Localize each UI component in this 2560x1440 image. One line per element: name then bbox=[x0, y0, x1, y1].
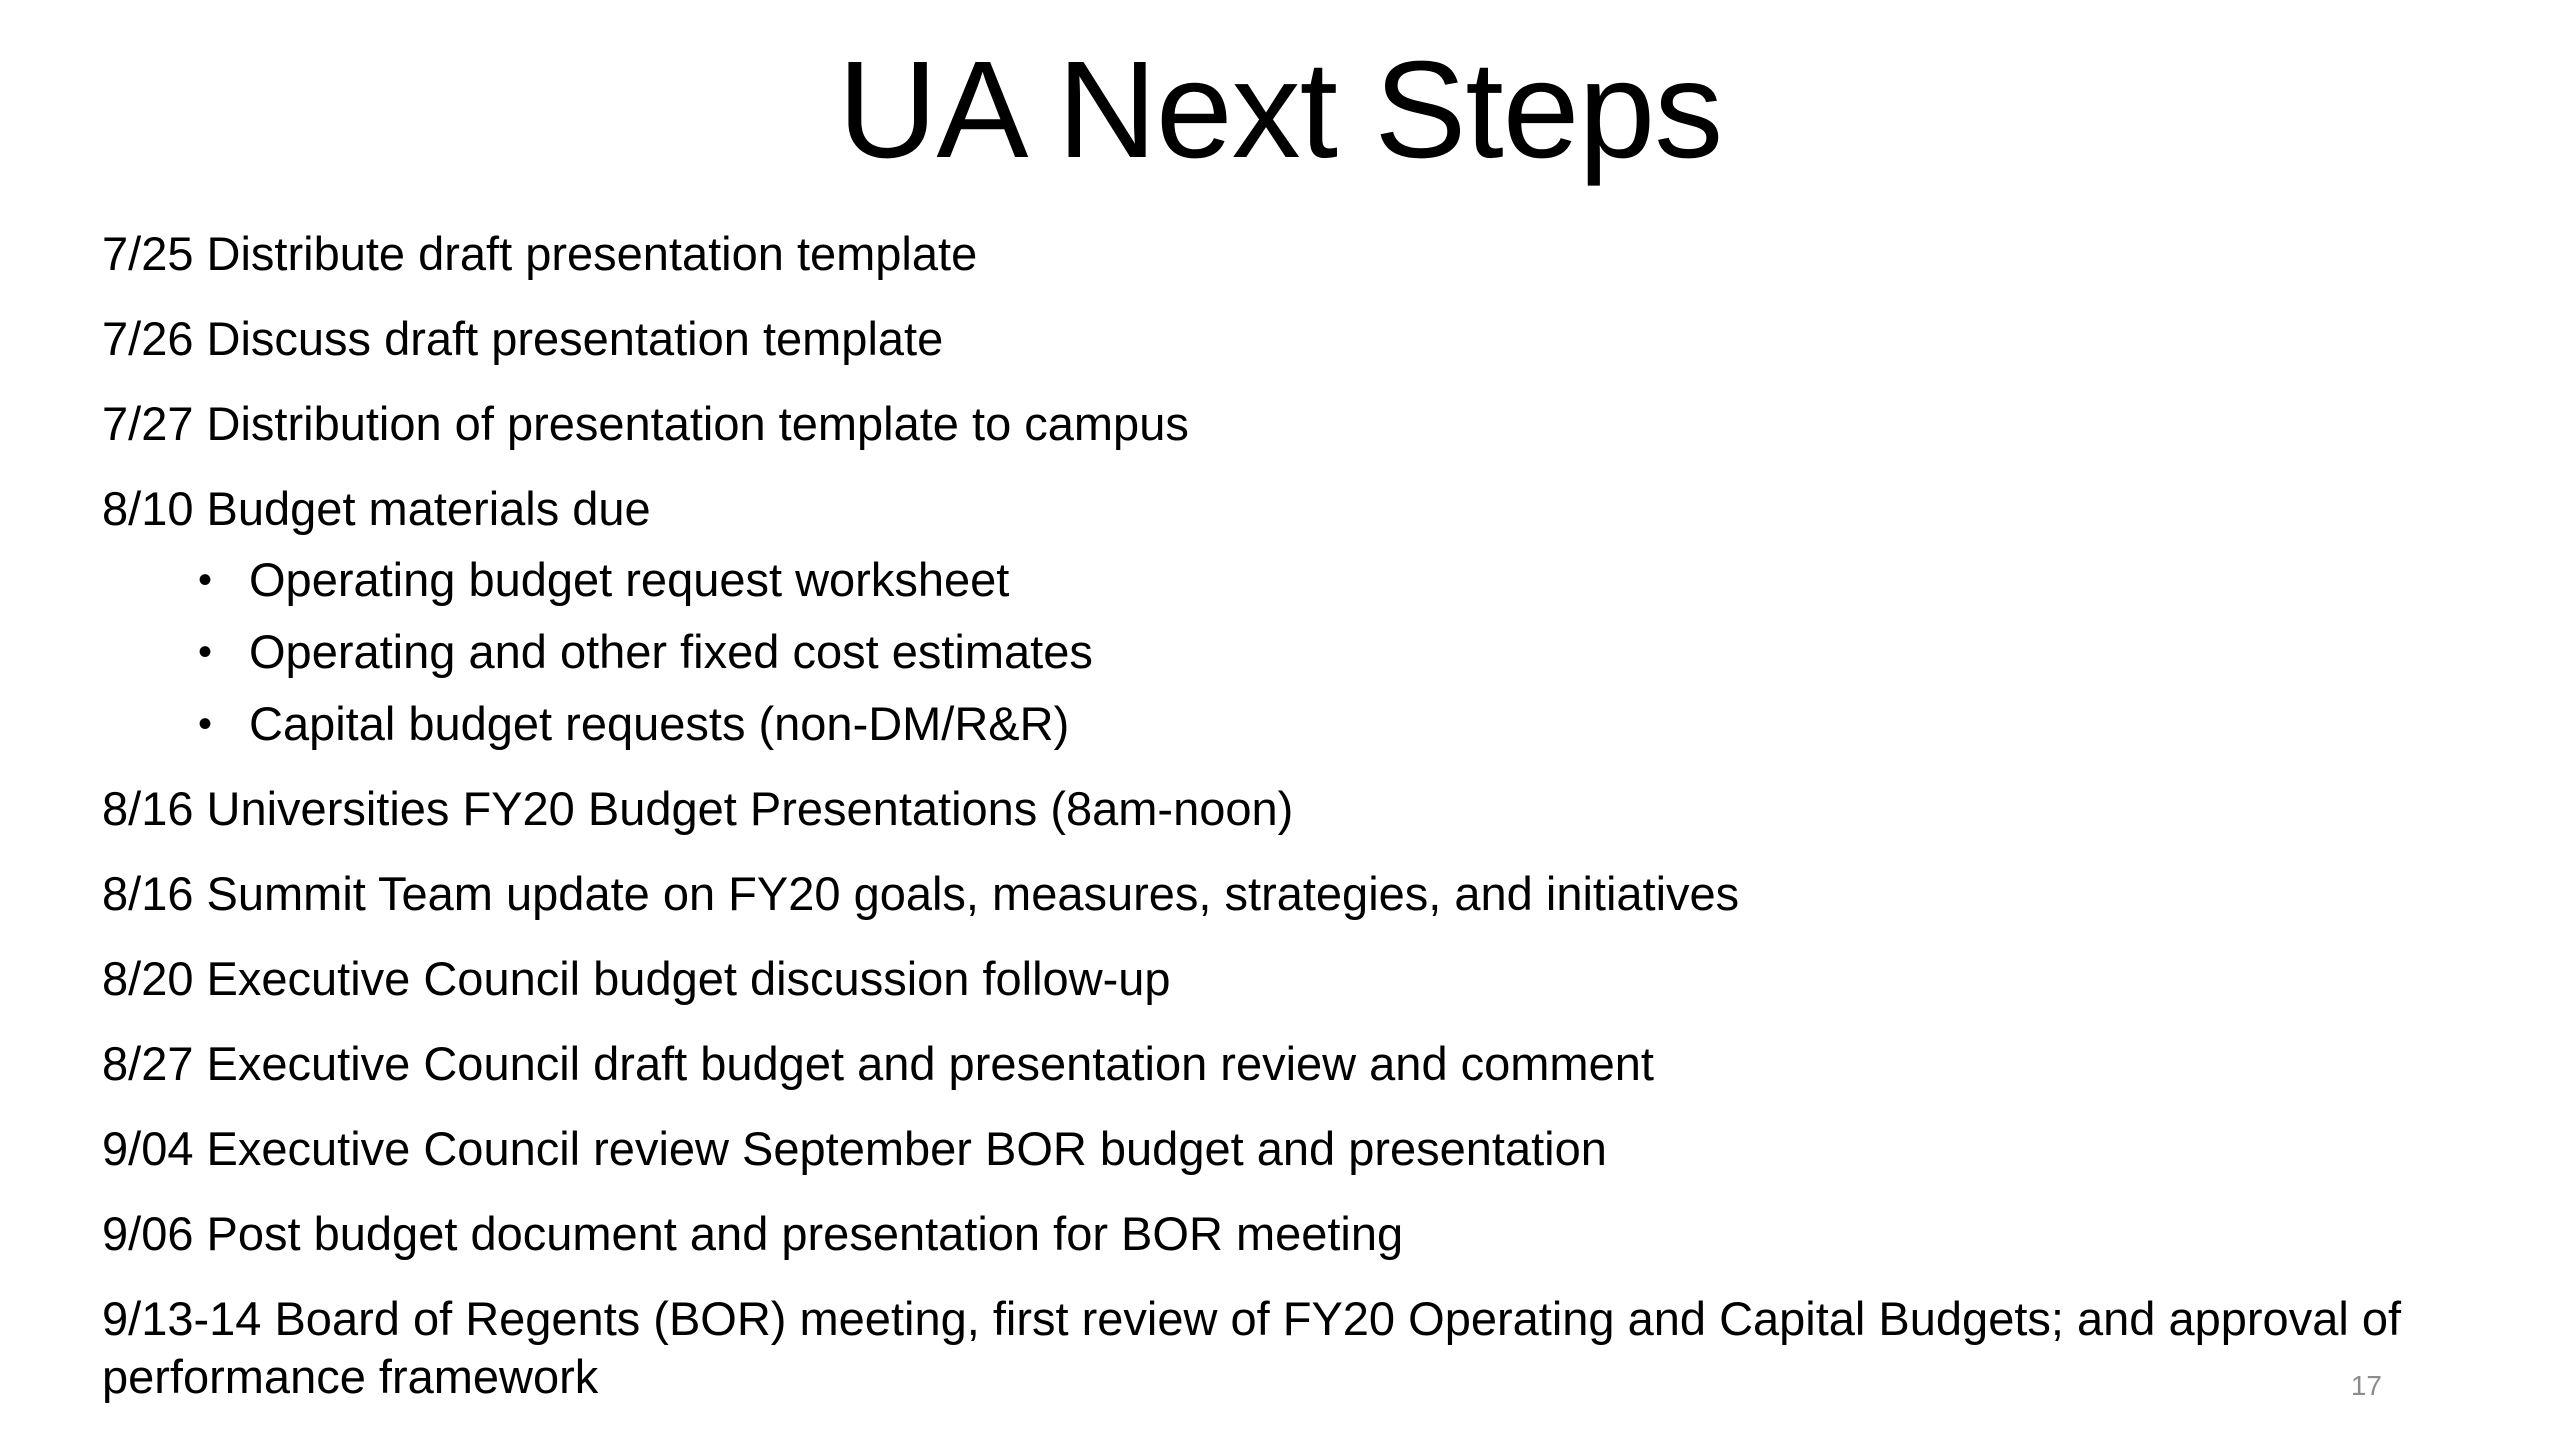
list-item bbox=[102, 865, 2462, 923]
bullet-icon: • bbox=[198, 702, 213, 746]
sub-list bbox=[102, 551, 2462, 753]
sub-list-item-text: Operating budget request worksheet bbox=[249, 553, 1010, 606]
list-item bbox=[102, 780, 2462, 838]
list-item bbox=[102, 480, 2462, 753]
sub-list-item-text: Capital budget requests (non-DM/R&R) bbox=[249, 697, 1070, 750]
page-number: 17 bbox=[2350, 1370, 2382, 1401]
list-item bbox=[102, 395, 2462, 453]
sub-list-item-text: Operating and other fixed cost estimates bbox=[249, 625, 1093, 678]
list-item-text: 8/27 Executive Council draft budget and presentation review and comment bbox=[102, 1037, 1654, 1090]
bullet-icon: • bbox=[198, 558, 213, 602]
slide-title: UA Next Steps bbox=[837, 33, 1723, 187]
list-item-text: 8/16 Universities FY20 Budget Presentations (8am-noon) bbox=[102, 782, 1294, 835]
list-item bbox=[102, 1290, 2462, 1406]
list-item bbox=[102, 1205, 2462, 1263]
list-item bbox=[102, 1035, 2462, 1093]
list-item-text: 8/10 Budget materials due bbox=[102, 482, 651, 535]
list-item-text: 7/25 Distribute draft presentation template bbox=[102, 227, 978, 280]
list-item-text: 9/13-14 Board of Regents (BOR) meeting, first review of FY20 Operating and Capital Budgets; and approval of performance framework bbox=[102, 1292, 2402, 1403]
list-item-text: 8/20 Executive Council budget discussion follow-up bbox=[102, 952, 1171, 1005]
next-steps-list bbox=[102, 225, 2462, 1406]
list-item bbox=[102, 1120, 2462, 1178]
list-item-text: 8/16 Summit Team update on FY20 goals, measures, strategies, and initiatives bbox=[102, 867, 1740, 920]
list-item bbox=[102, 310, 2462, 368]
sub-list-item bbox=[102, 623, 2462, 681]
list-item-text: 7/26 Discuss draft presentation template bbox=[102, 312, 944, 365]
list-item-text: 7/27 Distribution of presentation template to campus bbox=[102, 397, 1189, 450]
list-item bbox=[102, 950, 2462, 1008]
sub-list-item bbox=[102, 695, 2462, 753]
bullet-icon: • bbox=[198, 630, 213, 674]
list-item-text: 9/06 Post budget document and presentation for BOR meeting bbox=[102, 1207, 1404, 1260]
sub-list-item bbox=[102, 551, 2462, 609]
list-item bbox=[102, 225, 2462, 283]
list-item-text: 9/04 Executive Council review September BOR budget and presentation bbox=[102, 1122, 1607, 1175]
